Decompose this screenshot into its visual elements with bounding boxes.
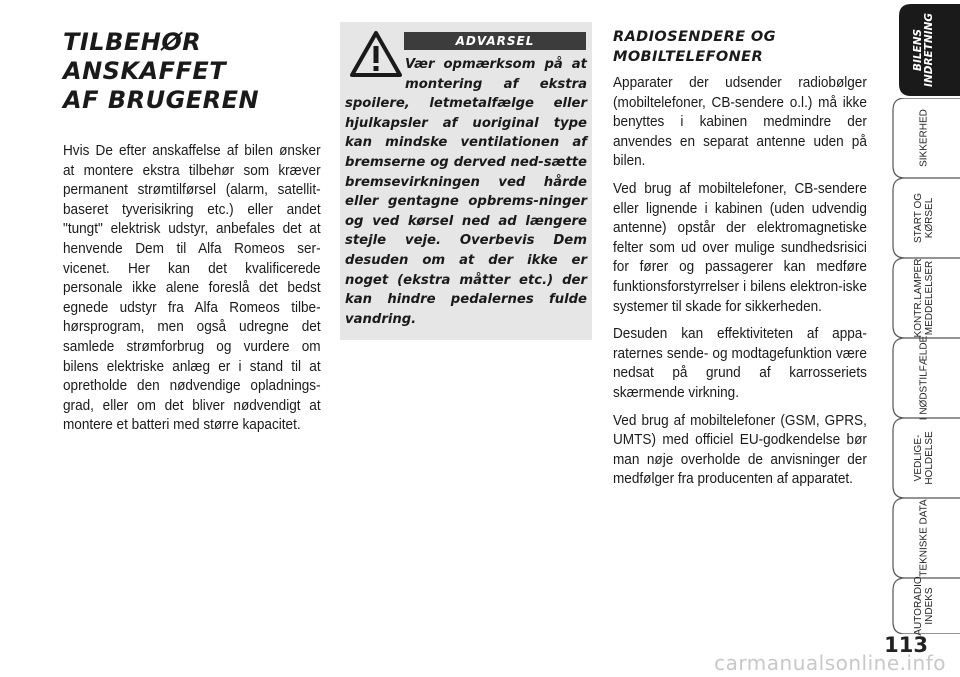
tab-autoradio-indeks[interactable]: [887, 578, 960, 634]
watermark: carmanualsonline.info: [714, 651, 946, 675]
warning-box: [340, 22, 592, 340]
tab-start-og-korsel[interactable]: [887, 178, 960, 258]
page-number: 113: [884, 633, 928, 657]
tab-label: TEKNISKE DATA: [918, 499, 929, 577]
radio-paragraph: Apparater der udsender radiobølger (mobiltelefoner, CB-sendere o.l.) må ikke benyttes i kabinen medmindre der anvendes en separat antenne uden på bilen.: [613, 75, 867, 170]
radio-section: [613, 28, 867, 498]
tab-label: VEDLIGE- HOLDELSE: [912, 431, 935, 485]
radio-title: [613, 28, 867, 67]
warning-text: Vær opmærksom på at montering af ekstra spoilere, letmetalfælge eller hjulkapsler af uoriginal type kan mindske ventilationen af bremserne og derved ned-sætte bremsevirkningen ved hårde eller gentagne opbrems-ninger og ved kørsel ned ad længere stejle veje. Overbevis Dem desuden om at der ikke er noget (ekstra måtter etc.) der kan hindre pedalernes fulde vandring.: [345, 57, 587, 327]
accessory-title: [63, 28, 321, 115]
tab-sikkerhed[interactable]: [887, 98, 960, 178]
tab-kontrollamper[interactable]: [887, 258, 960, 338]
tab-label: I NØDSTILFÆLDE: [918, 335, 929, 421]
chapter-tabs: [887, 0, 960, 677]
radio-paragraph: Ved brug af mobiltelefoner, CB-sendere eller lignende i kabinen (uden udvendig antenne) opstår der elektromagnetiske felter som ud over mulige sundhedsrisici for fører og passagerer kan medføre funktionsforstyrrelser i bilens elektron-iske systemer til skade for sikkerheden.: [613, 180, 867, 315]
accessory-section: [63, 28, 321, 444]
accessory-title-line: AF BRUGEREN: [63, 86, 260, 114]
tab-label: START OG KØRSEL: [912, 192, 935, 244]
radio-paragraph: Desuden kan effektiviteten af appa-raternes sende- og modtagefunktion være nedsat på grund af karrosseriets skærmende virkning.: [613, 326, 867, 401]
tab-label: AUTORADIO INDEKS: [912, 576, 935, 636]
accessory-paragraph: Hvis De efter anskaffelse af bilen ønsker at montere ekstra tilbehør som kræver permanent strømtilførsel (alarm, satellit-baseret tyverisikring etc.) eller andet "tungt" elektrisk udstyr, anbefales det at henvende Dem til Alfa Romeos ser-vicenet. Her kan det kvalificerede personale ikke alene foreslå det bedst egnede udstyr fra Alfa Romeos tilbe-hørsprogram, men også udregne det samlede strømforbrug og vurdere om bilens elektriske anlæg er i stand til at opretholde den nødvendige opladnings-grad, eller om det bliver nødvendigt at montere et batteri med større kapacitet.: [63, 143, 321, 434]
tab-i-nodstilfaelde[interactable]: [887, 335, 960, 421]
tab-label: KONTR.LAMPER MEDDELELSER: [912, 258, 935, 338]
tab-bilens-indretning[interactable]: [887, 2, 960, 98]
radio-paragraph: Ved brug af mobiltelefoner (GSM, GPRS, UMTS) med officiel EU-godkendelse bør man nøje overholde de anvisninger der medfølger fra producenten af apparatet.: [613, 412, 867, 488]
tab-vedligeholdelse[interactable]: [887, 418, 960, 498]
tab-label: SIKKERHED: [918, 109, 929, 167]
radio-title-line: RADIOSENDERE OG: [613, 29, 776, 45]
accessory-title-line: TILBEHØR: [63, 28, 202, 56]
warning-label: ADVARSEL: [404, 32, 586, 50]
accessory-title-line: ANSKAFFET: [63, 57, 227, 85]
tab-tekniske-data[interactable]: [887, 498, 960, 578]
tab-label: BILENS INDRETNING: [911, 13, 935, 87]
radio-title-line: MOBILTELEFONER: [613, 48, 764, 65]
